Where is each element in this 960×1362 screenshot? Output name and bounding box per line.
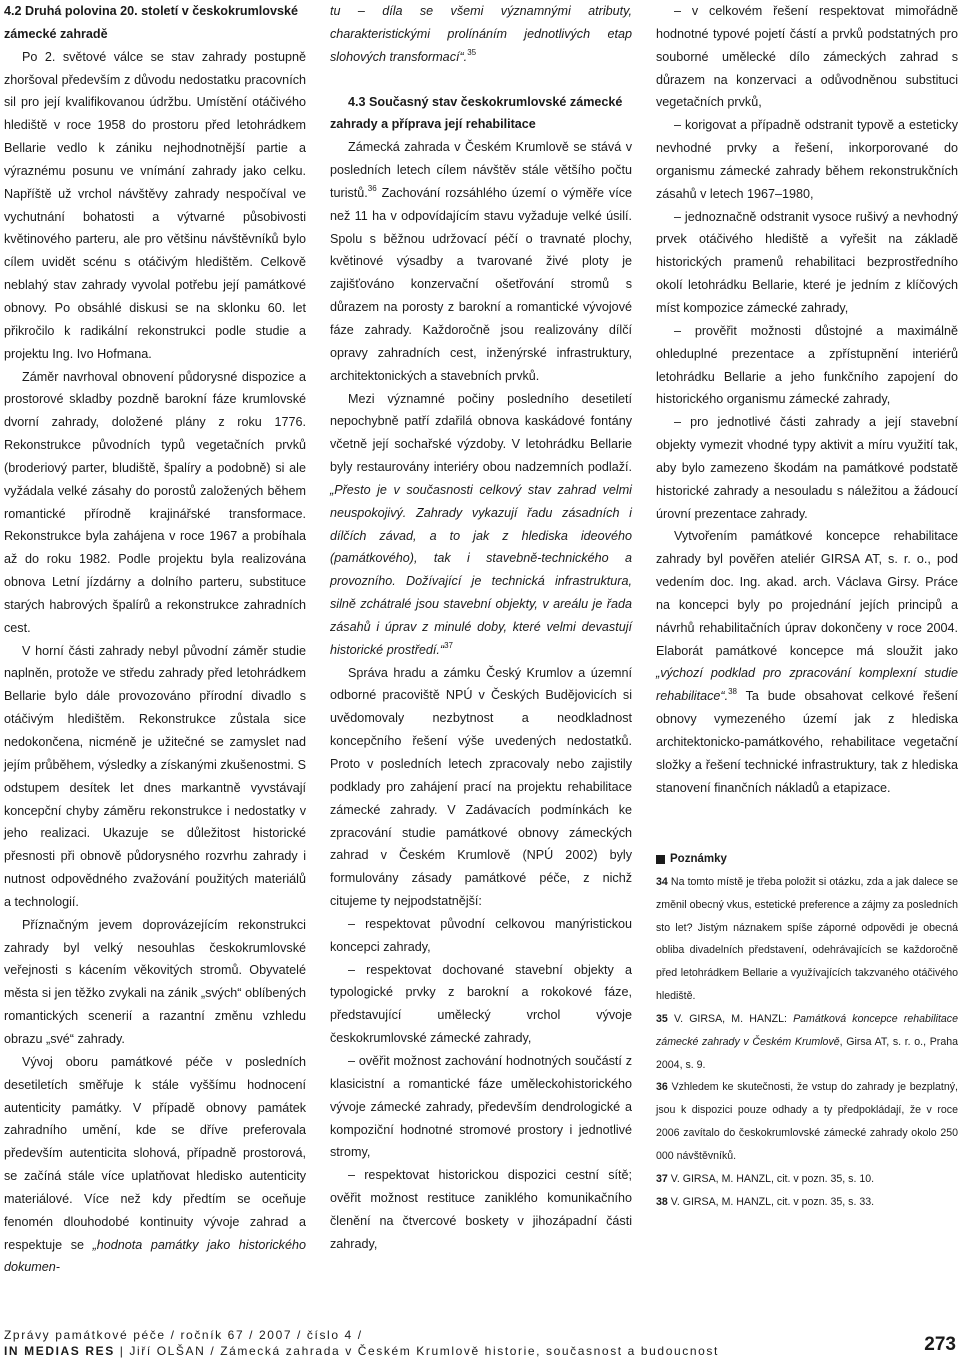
- paragraph: [4, 1051, 306, 1279]
- footnote-title-italic: Památková koncepce rehabilitace zámecké zahrady v Českém Krumlově: [656, 1012, 958, 1048]
- footnote-text: Vzhledem ke skutečnosti, že vstup do zahrady je bezplatný, jsou k dispozici pouze odhady a ty předpokládají, že v roce 2006 zavítalo do českokrumlovské zámecké zahrady okolo 250 000 návštěvníků.: [656, 1081, 958, 1162]
- paragraph: Správa hradu a zámku Český Krumlov a územní odborné pracoviště NPÚ v Českých Budějovicích si uvědomovaly nezbytnost a neodkladnost koncepčního řešení výše uvedených nedostatků. Proto v posledních letech zpracovaly nebo zajistily podklady pro zahájení prací na projektu rehabilitace zámecké zahrady. V Zadávacích podmínkách ke zpracování studie památkové obnovy zámeckých zahrad v Českém Krumlově (NPÚ 2002) byly formulovány zásady památkové péče, z nichž citujeme ty nejpodstatnější:: [330, 665, 632, 909]
- footnote-number: 36: [656, 1081, 668, 1094]
- footnote-ref: 36: [367, 183, 377, 193]
- list-item: – ověřit možnost zachování hodnotných součástí z klasicistní a romantické fáze uměleckohistorického vývoje zámecké zahrady, především dendrologické a kompoziční hodnotné stromové prostory i jednotlivé stromy,: [330, 1053, 632, 1160]
- paragraph-text: Vytvořením památkové koncepce rehabilitace zahrady byl pověřen ateliér GIRSA AT, s. r. o., pod vedením doc. Ing. akad. arch. Václava Girsy. Práce na koncepci byly po projednání jejích principů a návrhů rehabilitačních úprav dokončeny v roce 2004. Elaborát památkové koncepce má sloužit jako: [656, 529, 958, 658]
- quotation: tu – díla se všemi významnými atributy, charakteristickými prolínáním jednotlivých etap slohových transformací“.: [330, 4, 632, 64]
- paragraph: [330, 0, 632, 69]
- quotation: „hodnota památky jako historického dokumen-: [4, 1237, 306, 1275]
- paragraph: Po 2. světové válce se stav zahrady postupně zhoršoval především z důvodu nedostatku pracovních sil pro její kvalifikovanou údržbu. Umístění otáčivého hlediště v roce 1958 do prostoru před letohrádkem Bellarie vedlo k zániku nejhodnotnější partie a výraznému posunu ve vnímání zahrady jako celku. Napříště už vrchol návštěvy zahrady nespočíval ve vychutnání bohatosti a výtvarné působivosti květinového parteru, ale pro většinu návštěvníků bylo cílem uvidět scénu s otáčivým hledištěm. Celkově neblahý stav zahrady vyvolal potřebu její památkové obnovy. Po obsáhlé diskusi se na sklonku 60. let přikročilo k radikální rekonstrukci podle studie a projektu Ing. Ivo Hofmana.: [4, 49, 306, 361]
- footnotes-title-text: Poznámky: [670, 853, 727, 865]
- list-item: – respektovat původní celkovou manýristickou koncepci zahrady,: [330, 916, 632, 954]
- paragraph: Příznačným jevem doprovázejícím rekonstrukci zahrady byl velký nesouhlas českokrumlovské veřejnosti s kácením věkovitých stromů. Obyvatelé města si jen těžko zvykali na zánik „svých“ oblíbených romantických scenerií a razantní změnu vzhledu obrazu „své“ zahrady.: [4, 917, 306, 1046]
- footnote-text: Na tomto místě je třeba položit si otázku, zda a jak dalece se změnil obecný vkus, estetické preference a zájmy za posledních sto let? Jistým náznakem spíše záporné odpovědi je obecná obliba divadelních představení, odehrávajících se každoročně před letohrádkem Bellarie a využívajících takzvaného otáčivého hlediště.: [656, 875, 958, 1003]
- footnote-ref: 35: [467, 47, 477, 57]
- footnote: [656, 1076, 958, 1167]
- footnote: [656, 1191, 958, 1214]
- column-2: [330, 0, 632, 1256]
- paragraph-text: Mezi významné počiny posledního desetiletí nepochybně patří zdařilá obnova kaskádové fontány včetně její sochařské výzdoby. V letohrádku Bellarie byly restaurovány interiéry obou nadzemních podlaží.: [330, 391, 632, 475]
- square-bullet-icon: [656, 855, 665, 864]
- footnote: [656, 871, 958, 1008]
- paragraph-text: Zámecká zahrada v Českém Krumlově se stává v posledních letech cílem návštěv stále většího počtu turistů.: [330, 140, 632, 200]
- footnote-text: V. GIRSA, M. HANZL, cit. v pozn. 35, s. 10.: [667, 1172, 875, 1185]
- paragraph-text: Ta bude obsahovat celkové řešení obnovy vymezeného území jak z hlediska architektonicko-památkového, rehabilitace vegetační složky a řešení technické infrastruktury, tak z hlediska stanovení finančních nákladů a etapizace.: [656, 689, 958, 795]
- footnote-text: , Girsa AT, s. r. o., Praha 2004, s. 9.: [656, 1035, 958, 1071]
- section-heading-4-3: 4.3 Současný stav českokrumlovské zámecké zahrady a příprava její rehabilitace: [330, 94, 623, 132]
- quotation: „Přesto je v současnosti celkový stav zahrad velmi neuspokojivý. Zahrady vykazují řadu zásadních i dílčích závad, a to jak z hlediska ideového (památkového), tak i stavebně-technického a provozního. Dožívající je technická infrastruktura, silně zchátralé jsou stavební objekty, v areálu je řada zásahů i úprav z minulé doby, které velmi devastují historické prostředí.“: [330, 482, 632, 657]
- list-item: – korigovat a případně odstranit typově a esteticky nevhodné prvky a řešení, inkorporované do organismu zámecké zahrady během rekonstrukčních zásahů v letech 1967–1980,: [656, 118, 958, 201]
- footnote-text: V. GIRSA, M. HANZL:: [667, 1012, 794, 1025]
- rubric-label: IN MEDIAS RES: [4, 1344, 115, 1358]
- list-item: – respektovat historickou dispozici cestní sítě; ověřit možnost restituce zaniklého komunikačního členění na čtvercové boskety v jihozápadní části zahrady,: [330, 1168, 632, 1251]
- footnotes: [656, 848, 958, 1214]
- list-item: – respektovat dochované stavební objekty a typologické prvky z barokní a rokokové fáze, představující umělecký vrchol vývoje českokrumlovské zámecké zahrady,: [330, 962, 632, 1046]
- list-item: – v celkovém řešení respektovat mimořádně hodnotné typové pojetí částí a prvků podstatných pro souborné umělecké dílo zámeckých zahrad s důrazem na konzervaci a odůvodněnou substituci vegetačních prvků,: [656, 4, 958, 110]
- paragraph: [330, 136, 632, 387]
- footnote-number: 34: [656, 875, 668, 888]
- page-number: 273: [924, 1334, 956, 1355]
- paragraph: V horní části zahrady nebyl původní záměr studie naplněn, protože ve středu zahrady před letohrádkem Bellarie bylo dále provozováno přírodní divadlo s otáčivým hledištěm. Rekonstrukce zůstala sice nedokončena, nicméně je užitečné se zamyslet nad jejím průběhem, výsledky a získanými zkušenostmi. S odstupem desítek let dnes markantně vyvstávají koncepční chyby záměru rekonstrukce i nedostatky v jeho realizaci. Ukazuje se důležitost historické přesnosti při obnově půdorysného rozvrhu zahrady i nutnost odpovědného zvažování použitých materiálů a technologií.: [4, 643, 306, 909]
- column-3: [656, 0, 958, 800]
- footnote-number: 37: [656, 1172, 668, 1185]
- section-heading-4-2: 4.2 Druhá polovina 20. století v českokrumlovské zámecké zahradě: [4, 4, 298, 41]
- list-item: – pro jednotlivé části zahrady a její stavební objekty vymezit vhodné typy aktivit a míru využití tak, aby bylo zamezeno škodám na památkové podstatě historické zahrady a nesouladu s náležitou a žádoucí úrovní prezentace zahrady.: [656, 415, 958, 521]
- footnote: [656, 1168, 958, 1191]
- paragraph: [330, 388, 632, 662]
- article-footer: [4, 1344, 960, 1358]
- article-citation: | Jiří OLŠAN / Zámecká zahrada v Českém Krumlově historie, současnost a budoucnost: [114, 1344, 719, 1358]
- footnote-ref: 38: [728, 687, 738, 697]
- footnote-number: 35: [656, 1012, 668, 1025]
- footnote-number: 38: [656, 1195, 668, 1208]
- footnote: [656, 1008, 958, 1077]
- paragraph-text: Zachování rozsáhlého území o výměře více než 11 ha v odpovídajícím stavu vyžaduje velké úsilí. Spolu s běžnou udržovací péčí o travnaté plochy, květinové výsadby a tvarované živé ploty je zajišťováno konzervační ošetřování stromů s důrazem na porosty z barokní a romantické vývojové fáze zahrady. Každoročně jsou realizovány dílčí opravy zahradních cest, inženýrské infrastruktury, architektonických a stavebních prvků.: [330, 185, 632, 383]
- journal-footer: Zprávy památkové péče / ročník 67 / 2007 / číslo 4 /: [4, 1328, 363, 1342]
- paragraph-text: Vývoj oboru památkové péče v posledních desetiletích směřuje k stále vyššímu hodnocení autenticity památky. V případě obnovy památek zahradního umění, kde se dříve preferovala především autenticita slohová, případně prostorová, se začíná stále více uplatňovat hledisko autenticity materiálové. Více než kdy předtím se oceňuje fenomén dlouhodobé kontinuity vývoje zahrad a respektuje se: [4, 1054, 306, 1252]
- list-item: – prověřit možnosti důstojné a maximálně ohleduplné prezentace a zpřístupnění interiérů letohrádku Bellarie a jeho funkčního zapojení do historického organismu zámecké zahrady,: [656, 323, 958, 407]
- footnote-ref: 37: [444, 640, 453, 650]
- quotation: „výchozí podklad pro zpracování komplexní studie rehabilitace“.: [656, 666, 958, 704]
- paragraph: [656, 525, 958, 799]
- footnotes-title: [656, 848, 958, 871]
- footnote-text: V. GIRSA, M. HANZL, cit. v pozn. 35, s. 33.: [667, 1195, 875, 1208]
- list-item: – jednoznačně odstranit vysoce rušivý a nevhodný prvek otáčivého hlediště a vyřešit na základě historických pramenů rehabilitaci bezprostředního okolí letohrádku Bellarie, které je jedním z klíčových míst kompozice zámecké zahrady,: [656, 209, 958, 315]
- column-1: [4, 0, 306, 1279]
- paragraph: Záměr navrhoval obnovení půdorysné dispozice a prostorové skladby pozdně barokní fáze krumlovské dvorní zahrady, doložené plány z roku 1776. Rekonstrukce původních typů vegetačních prvků (broderiový parter, bludiště, špalíry a podobně) si ale vyžádala velké zásahy do porostů založených během romantické přírodně krajinářské transformace. Rekonstrukce byla zahájena v roce 1967 a probíhala až do roku 1982. Podle projektu byla realizována obnova Letní jízdárny a dolního parteru, substituce starých habrových špalírů a rekonstrukce zahradních cest.: [4, 369, 306, 635]
